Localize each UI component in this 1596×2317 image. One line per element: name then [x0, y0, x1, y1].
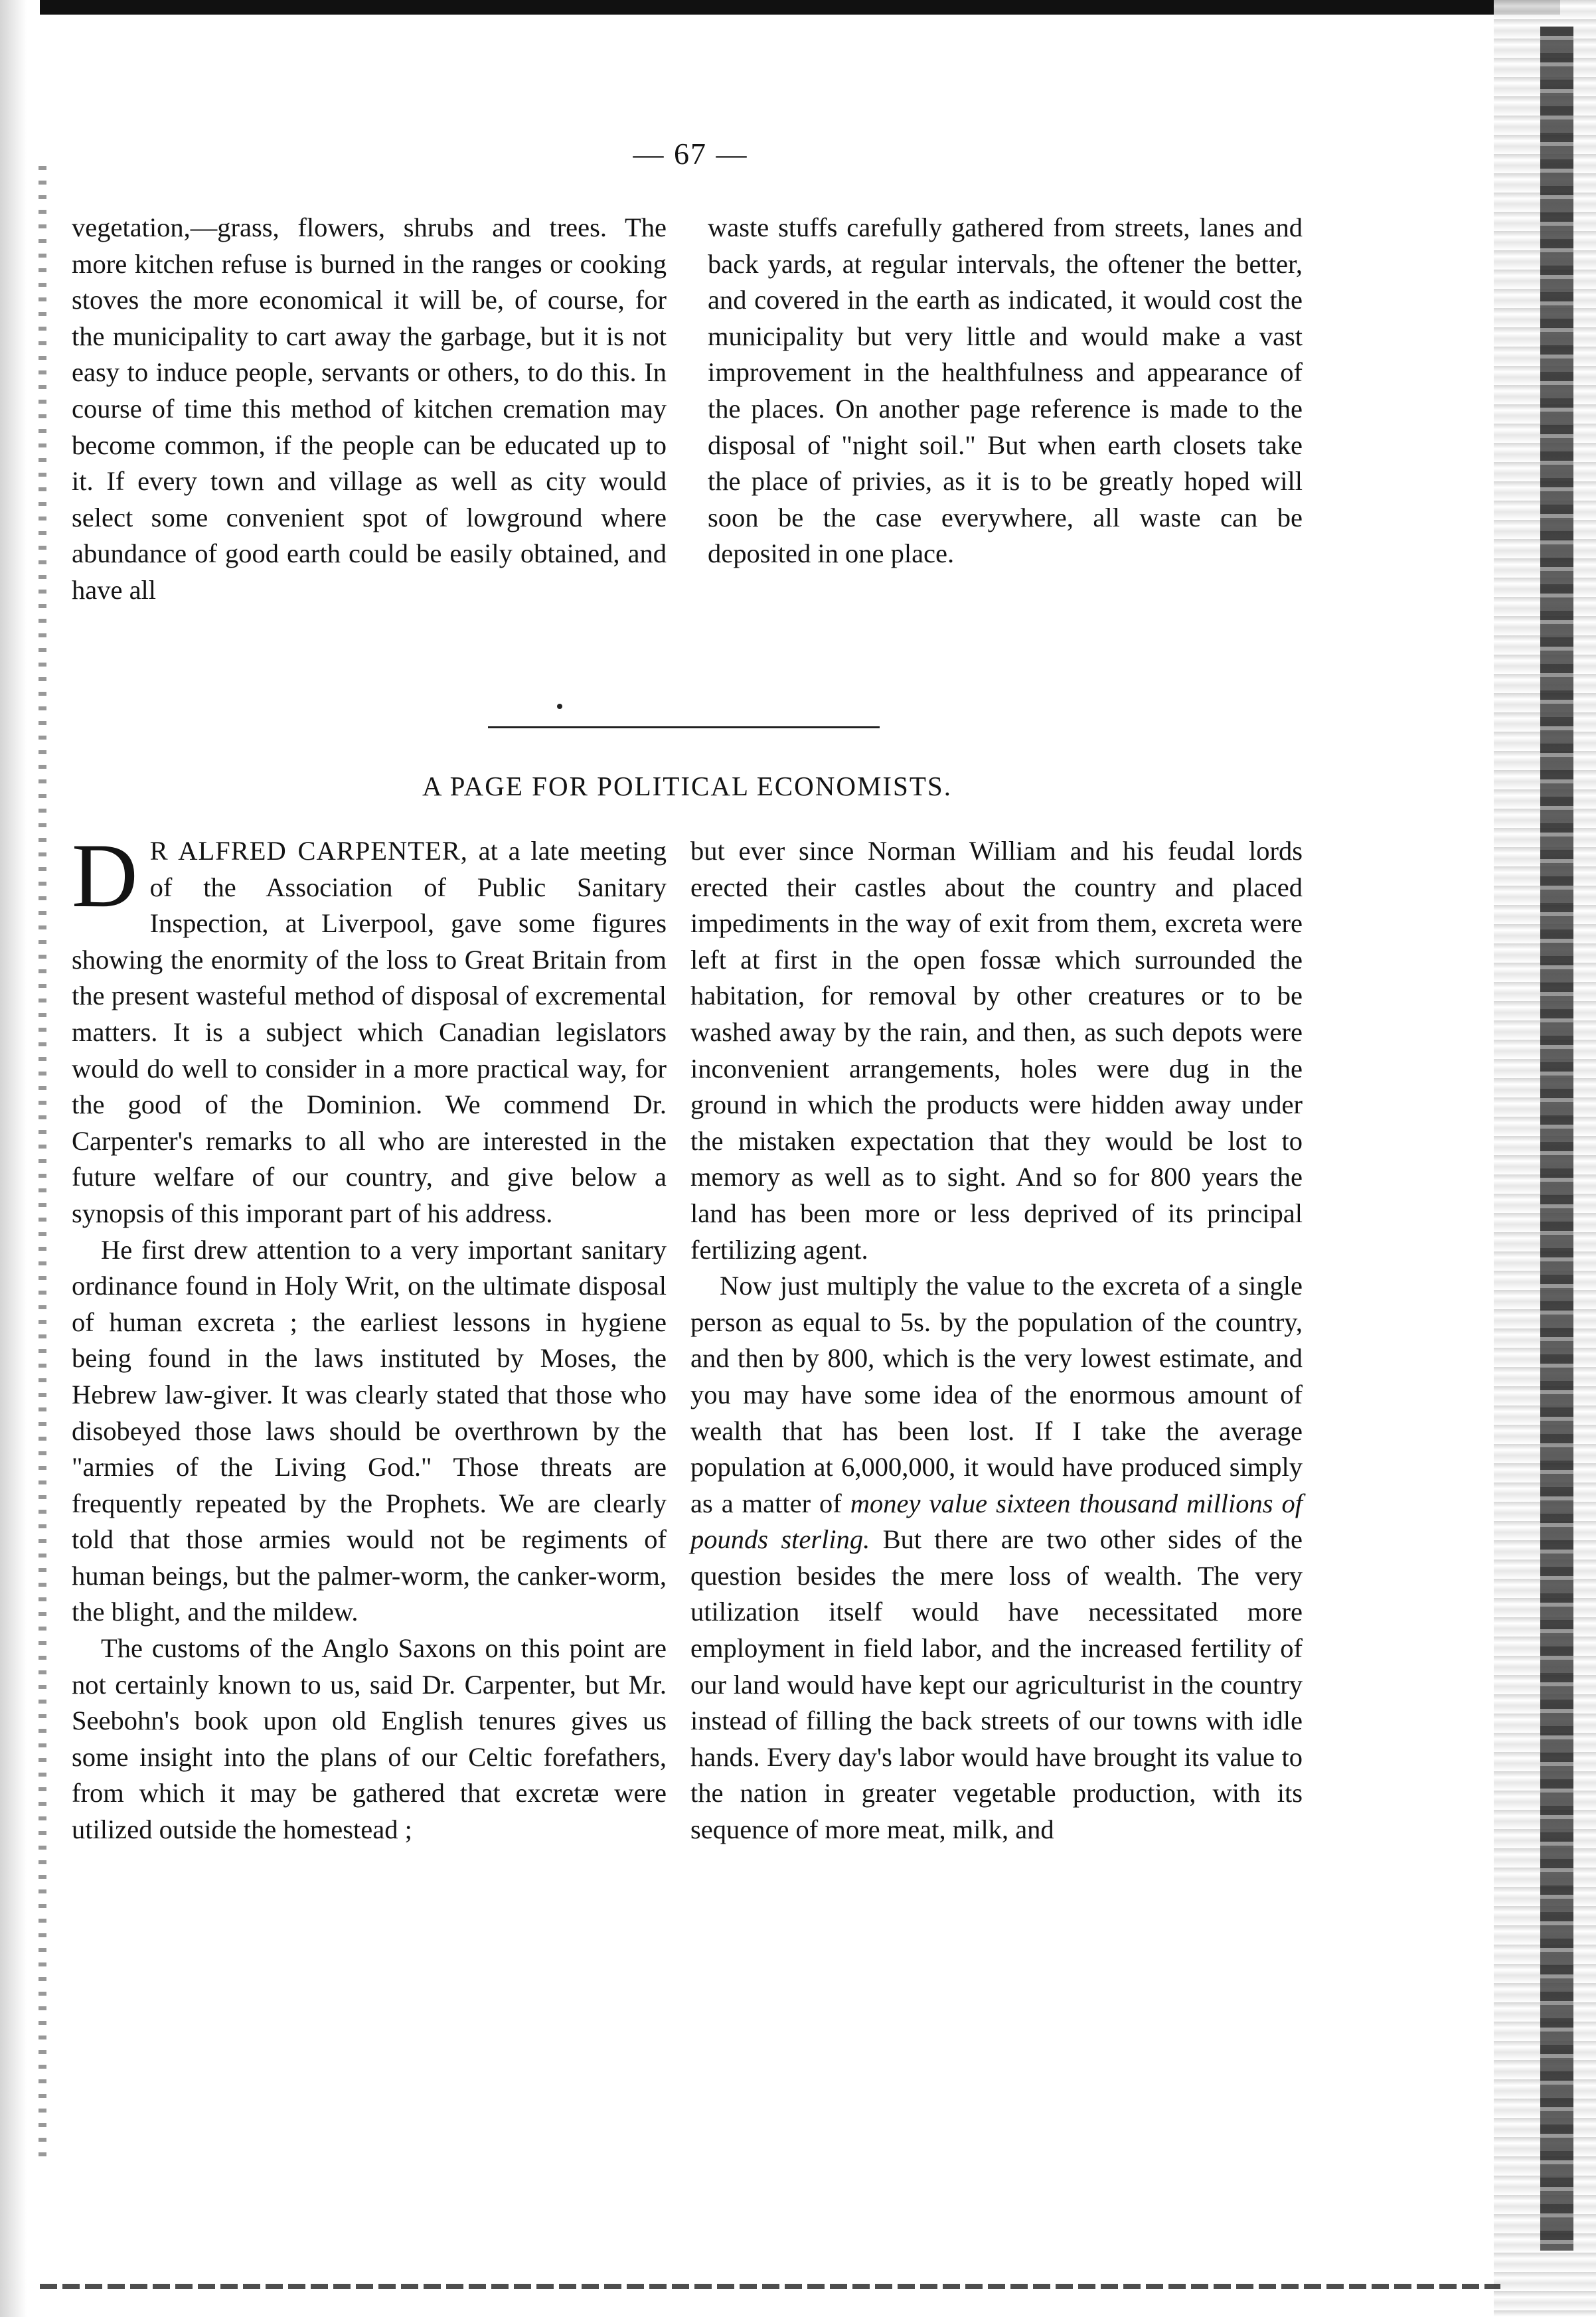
article-paragraph-5 [690, 1268, 1303, 1848]
top-right-column [708, 210, 1303, 572]
paragraph-5-text-a: Now just multiply the value to the excreta of a single person as equal to 5s. by the population of the country, and then by 800, which is the very lowest estimate, and you may have some idea of the enormous amount of wealth that has been lost. If I take the average population at 6,000,000, it would have produced simply as a matter of [690, 1271, 1303, 1518]
article-lead-paragraph [72, 825, 667, 1232]
article-left-column [72, 825, 667, 1848]
scan-top-border [40, 0, 1560, 15]
top-left-column [72, 210, 667, 609]
top-right-paragraph: waste stuffs carefully gathered from streets, lanes and back yards, at regular intervals, the oftener the better, and covered in the earth as indicated, it would cost the municipality but very little and would make a vast improvement in the healthfulness and appearance of the places. On another page reference is made to the disposal of "night soil." But when earth closets take the place of privies, as it is to be greatly hoped will soon be the case everywhere, all waste can be deposited in one place. [708, 212, 1303, 569]
scan-left-margin [0, 0, 41, 2317]
paragraph-5-emphasis: money value sixteen thousand millions of pounds sterling. [690, 1488, 1303, 1555]
drop-cap: D [72, 825, 138, 926]
scan-left-binding-marks [39, 166, 46, 2158]
lead-text: at a late meeting of the Association of Public Sanitary Inspection, at Liverpool, gave some figures showing the enormity of the loss to Great Britain from the present wasteful method of disposal of excremental matters. It is a subject which Canadian legislators would do well to consider in a more practical way, for the good of the Dominion. We commend Dr. Carpenter's remarks to all who are interested in the future welfare of our country, and give below a synopsis of this imporant part of his address. [72, 836, 667, 1228]
page-number: — 67 — [633, 137, 748, 171]
article-title: A PAGE FOR POLITICAL ECONOMISTS. [422, 771, 952, 801]
article-paragraph-3: The customs of the Anglo Saxons on this point are not certainly known to us, said Dr. Carpenter, but Mr. Seebohn's book upon old English tenures gives us some insight into the plans of our Celtic forefathers, from which it may be gathered that excretæ were utilized outside the homestead ; [72, 1633, 667, 1845]
top-left-paragraph: vegetation,—grass, flowers, shrubs and trees. The more kitchen refuse is burned in the ranges or cooking stoves the more economical it will be, of course, for the municipality to cart away the garbage, but it is not easy to induce people, servants or others, to do this. In course of time this method of kitchen cremation may become common, if the people can be educated up to it. If every town and village as well as city would select some convenient spot of lowground where abundance of good earth could be easily obtained, and have all [72, 212, 667, 605]
scan-bottom-border [40, 2284, 1500, 2289]
section-divider [488, 726, 880, 728]
article-paragraph-4: but ever since Norman William and his feudal lords erected their castles about the country and placed impediments in the way of exit from them, excreta were left at first in the open fossæ which surrounded the habitation, for removal by other creatures or to be washed away by the rain, and then, as such depots were inconvenient arrangements, holes were dug in the ground in which the products were hidden away under the mistaken expectation that they would be lost to memory as well as to sight. And so for 800 years the land has been more or less deprived of its principal fertilizing agent. [690, 836, 1303, 1265]
lead-caps: R ALFRED CARPENTER, [149, 836, 468, 866]
scan-right-border [1540, 27, 1573, 2251]
divider-ornament [557, 704, 562, 709]
article-right-column [690, 833, 1303, 1848]
article-paragraph-2: He first drew attention to a very important sanitary ordinance found in Holy Writ, on the ultimate disposal of human excreta ; the earliest lessons in hygiene being found in the laws instituted by Moses, the Hebrew law-giver. It was clearly stated that those who disobeyed those laws should be overthrown by the "armies of the Living God." Those threats are frequently repeated by the Prophets. We are clearly told that those armies would not be regiments of human beings, but the palmer-worm, the canker-worm, the blight, and the mildew. [72, 1234, 667, 1627]
paragraph-5-text-b: But there are two other sides of the question besides the mere loss of wealth. The very utilization itself would have necessitated more employment in field labor, and the increased fertility of our land would have kept our agriculturist in the country instead of filling the back streets of our towns with idle hands. Every day's labor would have brought its value to the nation in greater vegetable production, with its sequence of more meat, milk, and [690, 1524, 1303, 1845]
